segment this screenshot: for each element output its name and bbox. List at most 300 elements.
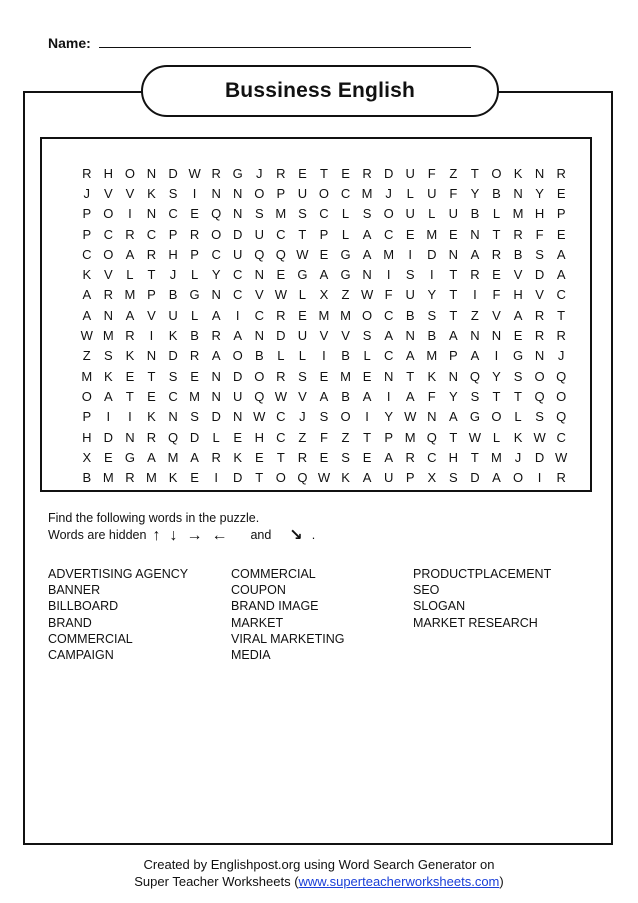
grid-letter: M <box>426 226 438 242</box>
grid-letter: Y <box>470 185 480 201</box>
grid-letter: U <box>168 307 178 323</box>
grid-letter: A <box>82 307 92 323</box>
grid-letter: S <box>298 206 307 222</box>
grid-letter: S <box>449 470 458 486</box>
grid-row <box>76 285 572 305</box>
grid-letter: G <box>469 409 480 425</box>
grid-letter: C <box>276 226 286 242</box>
footer-line-2 <box>0 873 638 890</box>
grid-row <box>76 467 572 487</box>
word-list-item: ADVERTISING AGENCY <box>48 567 189 581</box>
grid-letter: I <box>473 287 477 303</box>
grid-letter: P <box>276 185 286 201</box>
grid-letter: Y <box>427 287 437 303</box>
grid-letter: A <box>319 388 329 404</box>
grid-letter: A <box>384 449 393 465</box>
grid-letter: P <box>168 226 178 242</box>
grid-letter: S <box>513 368 523 384</box>
grid-letter: P <box>82 226 92 242</box>
grid-letter: S <box>168 185 178 201</box>
grid-letter: W <box>468 429 482 445</box>
grid-letter: T <box>276 449 285 465</box>
grid-row <box>76 427 572 447</box>
grid-row <box>76 183 572 203</box>
grid-letter: H <box>103 165 114 181</box>
grid-letter: S <box>470 388 480 404</box>
grid-letter: I <box>386 388 391 404</box>
grid-letter: C <box>556 429 566 445</box>
grid-letter: H <box>168 246 178 262</box>
grid-letter: X <box>427 470 437 486</box>
period: . <box>311 528 316 542</box>
grid-letter: M <box>102 470 114 486</box>
grid-letter: S <box>405 267 415 283</box>
grid-letter: N <box>534 348 545 364</box>
grid-letter: M <box>318 307 330 323</box>
word-list-item: BILLBOARD <box>48 599 119 614</box>
grid-letter: I <box>386 267 391 283</box>
grid-letter: B <box>405 307 415 323</box>
grid-letter: T <box>492 226 501 242</box>
grid-letter: H <box>448 449 459 465</box>
grid-letter: T <box>449 429 458 445</box>
grid-letter: W <box>555 449 568 465</box>
grid-letter: A <box>449 409 458 425</box>
grid-letter: X <box>82 449 92 465</box>
grid-letter: D <box>103 429 114 445</box>
title-banner <box>141 65 499 117</box>
grid-letter: V <box>341 328 350 344</box>
grid-letter: Z <box>341 429 350 445</box>
grid-letter: L <box>341 226 350 242</box>
grid-letter: A <box>513 307 523 323</box>
grid-letter: T <box>125 388 134 404</box>
grid-letter: A <box>470 348 480 364</box>
grid-letter: E <box>190 470 199 486</box>
grid-letter: N <box>513 185 523 201</box>
grid-letter: P <box>190 246 199 262</box>
grid-letter: U <box>233 246 243 262</box>
grid-letter: P <box>147 287 156 303</box>
grid-letter: V <box>492 307 501 323</box>
grid-letter: C <box>233 287 243 303</box>
grid-letter: R <box>362 165 372 181</box>
grid-letter: T <box>363 429 372 445</box>
grid-letter: E <box>513 328 523 344</box>
grid-letter: N <box>146 206 157 222</box>
grid-letter: P <box>405 470 415 486</box>
grid-letter: V <box>104 267 113 283</box>
grid-letter: N <box>233 185 243 201</box>
grid-letter: W <box>80 328 93 344</box>
grid-letter: R <box>276 307 286 323</box>
grid-letter: W <box>188 165 201 181</box>
grid-letter: B <box>190 328 199 344</box>
grid-letter: C <box>383 348 394 364</box>
grid-letter: N <box>405 328 415 344</box>
grid-letter: T <box>557 307 566 323</box>
grid-letter: M <box>340 368 351 384</box>
grid-letter: W <box>360 287 374 303</box>
grid-letter: A <box>211 307 221 323</box>
arrow-down-right-icon: ↘ <box>289 526 303 544</box>
grid-letter: D <box>276 328 286 344</box>
and-label: and <box>250 528 272 542</box>
grid-letter: K <box>427 368 437 384</box>
grid-letter: Q <box>469 368 480 384</box>
grid-letter: C <box>211 246 221 262</box>
grid-letter: R <box>125 226 135 242</box>
grid-letter: T <box>319 165 328 181</box>
grid-letter: R <box>556 165 566 181</box>
grid-letter: K <box>147 185 156 201</box>
grid-letter: Z <box>341 287 350 303</box>
grid-letter: H <box>254 429 264 445</box>
grid-letter: P <box>556 206 566 222</box>
grid-letter: U <box>405 165 415 181</box>
grid-letter: E <box>319 449 329 465</box>
grid-letter: B <box>492 185 501 201</box>
grid-letter: E <box>556 226 566 242</box>
grid-letter: R <box>103 287 114 303</box>
grid-letter: U <box>383 470 394 486</box>
grid-letter: R <box>513 226 523 242</box>
grid-letter: D <box>189 429 200 445</box>
grid-letter: K <box>147 409 156 425</box>
grid-letter: K <box>513 165 523 181</box>
grid-letter: V <box>147 307 156 323</box>
hidden-directions-label: Words are hidden <box>48 528 147 542</box>
grid-letter: T <box>470 449 479 465</box>
arrow-up-icon: ↑ <box>152 526 161 544</box>
grid-letter: E <box>319 368 329 384</box>
word-column <box>48 566 188 663</box>
grid-letter: N <box>168 409 178 425</box>
grid-letter: Q <box>254 388 265 404</box>
grid-letter: M <box>361 185 373 201</box>
grid-letter: D <box>427 246 437 262</box>
grid-letter: G <box>124 449 135 465</box>
grid-letter: L <box>190 267 199 283</box>
grid-letter: V <box>513 267 523 283</box>
grid-letter: Q <box>556 409 567 425</box>
grid-letter: D <box>470 470 480 486</box>
grid-letter: Y <box>211 267 221 283</box>
grid-letter: M <box>189 388 201 404</box>
grid-letter: D <box>168 348 178 364</box>
grid-letter: I <box>235 307 240 323</box>
grid-letter: P <box>82 409 92 425</box>
word-column <box>231 566 344 663</box>
grid-letter: N <box>448 368 459 384</box>
footer-link[interactable]: www.superteacherworksheets.com <box>298 874 500 889</box>
grid-letter: A <box>125 246 135 262</box>
grid-letter: F <box>535 226 544 242</box>
arrow-left-icon: ← <box>211 526 228 544</box>
grid-letter: A <box>104 388 113 404</box>
instructions <box>48 510 315 544</box>
grid-letter: I <box>408 246 413 262</box>
grid-letter: U <box>254 226 264 242</box>
grid-letter: T <box>255 470 264 486</box>
grid-letter: D <box>534 267 545 283</box>
grid-letter: M <box>167 449 179 465</box>
grid-letter: V <box>254 287 264 303</box>
name-field <box>48 34 471 51</box>
grid-letter: A <box>319 267 329 283</box>
grid-letter: N <box>211 185 221 201</box>
grid-letter: E <box>449 226 458 242</box>
grid-letter: E <box>190 206 199 222</box>
grid-letter: O <box>556 388 567 404</box>
word-list-item: MARKET RESEARCH <box>413 615 538 630</box>
grid-letter: L <box>363 348 371 364</box>
grid-letter: S <box>298 368 307 384</box>
grid-letter: C <box>556 287 566 303</box>
grid-letter: J <box>557 348 565 364</box>
grid-letter: Y <box>449 388 458 404</box>
grid-letter: M <box>512 206 524 222</box>
grid-letter: E <box>190 368 199 384</box>
grid-letter: J <box>83 185 91 201</box>
grid-letter: P <box>319 226 329 242</box>
grid-letter: K <box>82 267 92 283</box>
grid-letter: L <box>298 287 307 303</box>
grid-letter: W <box>296 246 309 262</box>
grid-letter: S <box>190 409 199 425</box>
grid-letter: S <box>362 328 372 344</box>
letter-grid <box>76 163 572 488</box>
grid-letter: C <box>82 246 92 262</box>
word-list-item: BANNER <box>48 583 101 598</box>
grid-letter: T <box>449 267 458 283</box>
grid-letter: V <box>104 185 113 201</box>
grid-letter: N <box>103 307 114 323</box>
grid-letter: O <box>275 470 286 486</box>
word-list-item: MARKET <box>231 615 284 630</box>
grid-row <box>76 366 572 386</box>
grid-letter: O <box>81 388 92 404</box>
grid-letter: Q <box>556 368 567 384</box>
grid-letter: C <box>319 206 329 222</box>
grid-letter: N <box>233 409 243 425</box>
grid-letter: N <box>448 246 459 262</box>
grid-letter: V <box>298 388 307 404</box>
grid-letter: R <box>556 470 566 486</box>
grid-letter: I <box>214 470 218 486</box>
grid-letter: T <box>298 226 307 242</box>
grid-letter: L <box>298 348 307 364</box>
grid-letter: M <box>102 328 114 344</box>
grid-letter: A <box>556 246 566 262</box>
grid-letter: C <box>276 429 286 445</box>
grid-letter: D <box>233 226 243 242</box>
grid-letter: O <box>232 348 243 364</box>
grid-letter: D <box>233 470 243 486</box>
grid-letter: A <box>362 246 372 262</box>
grid-letter: T <box>514 388 522 404</box>
instructions-line-1: Find the following words in the puzzle. <box>48 511 260 525</box>
grid-letter: E <box>319 246 329 262</box>
grid-letter: K <box>168 470 178 486</box>
grid-letter: G <box>189 287 200 303</box>
grid-letter: K <box>168 328 178 344</box>
grid-letter: I <box>192 185 197 201</box>
grid-letter: U <box>297 185 308 201</box>
grid-letter: N <box>470 226 480 242</box>
grid-letter: W <box>317 470 331 486</box>
grid-letter: J <box>256 165 263 181</box>
grid-letter: E <box>492 267 501 283</box>
grid-letter: S <box>254 206 264 222</box>
name-blank-line <box>99 34 471 48</box>
grid-row <box>76 407 572 427</box>
grid-letter: O <box>211 226 222 242</box>
grid-letter: A <box>147 449 156 465</box>
grid-letter: R <box>189 226 200 242</box>
grid-letter: K <box>104 368 113 384</box>
grid-letter: N <box>362 267 372 283</box>
grid-letter: S <box>341 449 350 465</box>
grid-letter: R <box>125 328 135 344</box>
grid-letter: M <box>383 246 395 262</box>
grid-letter: N <box>211 368 221 384</box>
grid-letter: A <box>362 470 372 486</box>
grid-letter: E <box>341 165 350 181</box>
grid-letter: V <box>319 328 329 344</box>
grid-letter: B <box>82 470 92 486</box>
grid-letter: L <box>277 348 285 364</box>
grid-letter: B <box>341 388 350 404</box>
grid-letter: Q <box>211 206 222 222</box>
grid-letter: T <box>147 267 156 283</box>
grid-letter: W <box>533 429 546 445</box>
grid-letter: E <box>147 388 156 404</box>
name-label: Name: <box>48 35 91 51</box>
grid-letter: N <box>125 429 135 445</box>
grid-letter: B <box>513 246 523 262</box>
grid-letter: F <box>492 287 501 303</box>
grid-letter: C <box>340 185 351 201</box>
grid-letter: T <box>492 388 501 404</box>
grid-letter: A <box>362 226 372 242</box>
grid-letter: I <box>537 470 542 486</box>
grid-letter: M <box>146 470 157 486</box>
grid-letter: R <box>470 267 480 283</box>
grid-letter: I <box>494 348 499 364</box>
grid-letter: T <box>449 307 458 323</box>
grid-letter: R <box>556 328 566 344</box>
grid-letter: Q <box>534 388 545 404</box>
grid-letter: W <box>404 409 417 425</box>
grid-letter: J <box>299 409 306 425</box>
grid-letter: D <box>383 165 394 181</box>
grid-letter: R <box>189 348 200 364</box>
grid-letter: A <box>233 328 243 344</box>
grid-letter: R <box>297 449 308 465</box>
word-list-item: COUPON <box>231 583 286 598</box>
grid-letter: D <box>168 165 178 181</box>
grid-letter: L <box>212 429 220 445</box>
grid-letter: N <box>211 388 221 404</box>
grid-letter: N <box>534 165 545 181</box>
grid-letter: B <box>470 206 480 222</box>
grid-letter: E <box>233 429 243 445</box>
grid-letter: N <box>383 368 394 384</box>
grid-letter: F <box>384 287 393 303</box>
grid-letter: O <box>491 165 502 181</box>
grid-letter: O <box>534 368 545 384</box>
grid-letter: Y <box>535 185 544 201</box>
grid-letter: L <box>492 429 501 445</box>
grid-letter: N <box>146 348 157 364</box>
grid-letter: R <box>125 470 135 486</box>
grid-letter: C <box>168 206 178 222</box>
word-list-item: PRODUCTPLACEMENT <box>413 567 552 581</box>
grid-letter: B <box>341 348 350 364</box>
grid-letter: D <box>534 449 545 465</box>
grid-letter: Q <box>297 470 308 486</box>
grid-row <box>76 325 572 345</box>
grid-letter: R <box>276 165 286 181</box>
grid-letter: D <box>211 409 221 425</box>
grid-letter: P <box>384 429 393 445</box>
grid-letter: G <box>340 267 351 283</box>
grid-letter: H <box>534 206 545 222</box>
word-list-item: COMMERCIAL <box>231 567 316 581</box>
grid-letter: M <box>340 307 351 323</box>
grid-letter: E <box>254 449 264 465</box>
grid-letter: K <box>513 429 523 445</box>
grid-letter: C <box>254 307 264 323</box>
grid-letter: C <box>103 226 114 242</box>
word-list-item: SLOGAN <box>413 599 466 614</box>
grid-letter: A <box>362 388 372 404</box>
grid-letter: E <box>556 185 566 201</box>
grid-letter: Y <box>384 409 393 425</box>
word-list-item: BRAND IMAGE <box>231 599 319 614</box>
grid-letter: M <box>275 206 287 222</box>
grid-letter: L <box>190 307 199 323</box>
grid-letter: T <box>449 287 458 303</box>
grid-letter: R <box>146 246 157 262</box>
grid-letter: H <box>513 287 523 303</box>
grid-letter: I <box>128 206 132 222</box>
grid-letter: O <box>340 409 351 425</box>
grid-letter: N <box>491 328 502 344</box>
grid-letter: H <box>82 429 92 445</box>
grid-letter: K <box>125 348 135 364</box>
grid-letter: S <box>168 368 178 384</box>
word-list-item: VIRAL MARKETING <box>231 631 345 646</box>
grid-letter: O <box>103 246 114 262</box>
grid-letter: R <box>405 449 415 465</box>
grid-letter: Y <box>492 368 501 384</box>
grid-letter: R <box>211 165 221 181</box>
grid-letter: Q <box>254 246 265 262</box>
grid-letter: O <box>318 185 330 201</box>
grid-letter: C <box>383 226 394 242</box>
grid-letter: L <box>514 409 522 425</box>
grid-letter: A <box>211 348 221 364</box>
grid-letter: M <box>404 429 416 445</box>
grid-letter: F <box>427 388 436 404</box>
grid-letter: S <box>319 409 329 425</box>
grid-letter: R <box>276 368 286 384</box>
grid-letter: S <box>535 409 544 425</box>
grid-letter: T <box>147 368 156 384</box>
footer-credit <box>0 856 638 890</box>
